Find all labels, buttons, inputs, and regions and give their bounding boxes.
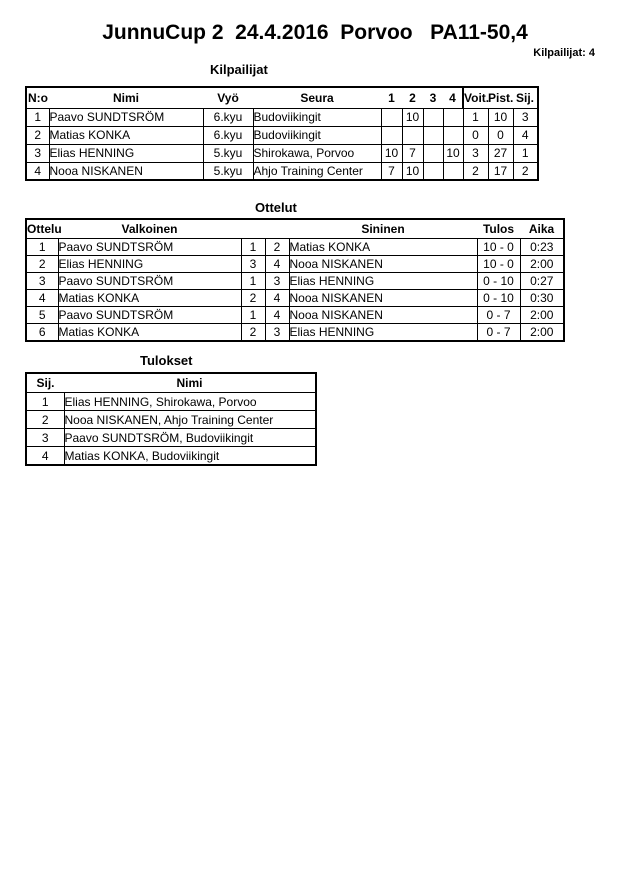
cell-vyo: 6.kyu <box>203 108 253 126</box>
cell-white-competitor-number: 2 <box>241 324 265 341</box>
tulokset-header-row <box>26 373 316 393</box>
cell-white-competitor-number: 3 <box>241 256 265 273</box>
table-row <box>26 307 564 324</box>
section-heading-tulokset: Tulokset <box>140 352 193 368</box>
cell-no: 2 <box>26 126 49 144</box>
col-header-round-1: 1 <box>381 87 402 108</box>
cell-nimi: Nooa NISKANEN <box>49 162 203 180</box>
table-row <box>26 290 564 307</box>
page-title: JunnuCup 2 24.4.2016 Porvoo PA11-50,4 <box>102 21 528 44</box>
cell-score-1: 10 <box>381 144 402 162</box>
cell-vyo: 5.kyu <box>203 162 253 180</box>
cell-sij: 1 <box>513 144 538 162</box>
cell-white-name: Matias KONKA <box>58 290 241 307</box>
cell-score-2: 7 <box>402 144 423 162</box>
table-row <box>26 108 538 126</box>
cell-blue-name: Nooa NISKANEN <box>289 256 477 273</box>
cell-competitor: Matias KONKA, Budoviikingit <box>64 447 316 465</box>
cell-pist: 10 <box>488 108 513 126</box>
cell-competitor: Nooa NISKANEN, Ahjo Training Center <box>64 411 316 429</box>
cell-seura: Budoviikingit <box>253 126 381 144</box>
cell-score-1: 7 <box>381 162 402 180</box>
col-header-sininen: Sininen <box>289 219 477 239</box>
cell-placement: 4 <box>26 447 64 465</box>
cell-time: 2:00 <box>520 307 564 324</box>
section-heading-ottelut: Ottelut <box>255 200 297 216</box>
cell-blue-competitor-number: 4 <box>265 256 289 273</box>
cell-placement: 2 <box>26 411 64 429</box>
cell-match-number: 3 <box>26 273 58 290</box>
col-header-aika: Aika <box>520 219 564 239</box>
cell-blue-competitor-number: 2 <box>265 239 289 256</box>
cell-match-number: 2 <box>26 256 58 273</box>
col-header-sij: Sij. <box>513 87 538 108</box>
cell-score-4: 10 <box>443 144 463 162</box>
cell-match-number: 4 <box>26 290 58 307</box>
col-header-valkoinen: Valkoinen <box>58 219 241 239</box>
cell-score-2: 10 <box>402 108 423 126</box>
cell-result: 10 - 0 <box>477 256 520 273</box>
cell-blue-name: Nooa NISKANEN <box>289 307 477 324</box>
cell-time: 0:27 <box>520 273 564 290</box>
cell-result: 10 - 0 <box>477 239 520 256</box>
cell-blue-name: Matias KONKA <box>289 239 477 256</box>
col-header-seura: Seura <box>253 87 381 108</box>
cell-score-4 <box>443 126 463 144</box>
cell-nimi: Paavo SUNDTSRÖM <box>49 108 203 126</box>
cell-match-number: 1 <box>26 239 58 256</box>
cell-white-competitor-number: 2 <box>241 290 265 307</box>
cell-pist: 17 <box>488 162 513 180</box>
cell-no: 4 <box>26 162 49 180</box>
cell-blue-competitor-number: 4 <box>265 290 289 307</box>
cell-sij: 2 <box>513 162 538 180</box>
cell-nimi: Elias HENNING <box>49 144 203 162</box>
cell-blue-competitor-number: 3 <box>265 324 289 341</box>
cell-seura: Shirokawa, Porvoo <box>253 144 381 162</box>
cell-score-3 <box>423 108 443 126</box>
table-row <box>26 256 564 273</box>
col-header-nimi: Nimi <box>64 373 316 393</box>
col-header-pist: Pist. <box>488 87 513 108</box>
cell-result: 0 - 10 <box>477 273 520 290</box>
cell-no: 1 <box>26 108 49 126</box>
kilpailijat-header-row <box>26 87 538 108</box>
cell-score-3 <box>423 144 443 162</box>
table-row <box>26 144 538 162</box>
cell-score-1 <box>381 126 402 144</box>
kilpailijat-table <box>25 86 539 181</box>
cell-white-name: Paavo SUNDTSRÖM <box>58 307 241 324</box>
cell-score-2: 10 <box>402 162 423 180</box>
cell-score-4 <box>443 162 463 180</box>
table-row <box>26 429 316 447</box>
section-heading-kilpailijat: Kilpailijat <box>210 62 268 78</box>
cell-score-4 <box>443 108 463 126</box>
cell-blue-competitor-number: 4 <box>265 307 289 324</box>
cell-score-3 <box>423 126 443 144</box>
cell-time: 0:30 <box>520 290 564 307</box>
cell-competitor: Paavo SUNDTSRÖM, Budoviikingit <box>64 429 316 447</box>
cell-score-1 <box>381 108 402 126</box>
cell-result: 0 - 10 <box>477 290 520 307</box>
cell-voit: 0 <box>463 126 488 144</box>
cell-placement: 3 <box>26 429 64 447</box>
cell-no: 3 <box>26 144 49 162</box>
tulokset-table <box>25 372 317 466</box>
cell-result: 0 - 7 <box>477 324 520 341</box>
cell-competitor: Elias HENNING, Shirokawa, Porvoo <box>64 393 316 411</box>
cell-nimi: Matias KONKA <box>49 126 203 144</box>
cell-score-2 <box>402 126 423 144</box>
cell-time: 2:00 <box>520 256 564 273</box>
cell-voit: 2 <box>463 162 488 180</box>
cell-match-number: 6 <box>26 324 58 341</box>
cell-voit: 1 <box>463 108 488 126</box>
table-row <box>26 162 538 180</box>
cell-time: 0:23 <box>520 239 564 256</box>
col-header-round-4: 4 <box>443 87 463 108</box>
table-row <box>26 273 564 290</box>
col-header-ottelu: Ottelu <box>26 219 58 239</box>
cell-white-name: Paavo SUNDTSRÖM <box>58 273 241 290</box>
cell-match-number: 5 <box>26 307 58 324</box>
cell-vyo: 5.kyu <box>203 144 253 162</box>
cell-pist: 27 <box>488 144 513 162</box>
cell-sij: 4 <box>513 126 538 144</box>
cell-time: 2:00 <box>520 324 564 341</box>
cell-white-competitor-number: 1 <box>241 307 265 324</box>
ottelut-header-row <box>26 219 564 239</box>
col-header-nimi: Nimi <box>49 87 203 108</box>
cell-blue-name: Elias HENNING <box>289 324 477 341</box>
cell-seura: Budoviikingit <box>253 108 381 126</box>
table-row <box>26 411 316 429</box>
table-row <box>26 324 564 341</box>
col-header-sij: Sij. <box>26 373 64 393</box>
col-header-round-3: 3 <box>423 87 443 108</box>
cell-white-competitor-number: 1 <box>241 239 265 256</box>
col-header-voit: Voit. <box>463 87 488 108</box>
cell-pist: 0 <box>488 126 513 144</box>
ottelut-table <box>25 218 565 342</box>
cell-blue-name: Nooa NISKANEN <box>289 290 477 307</box>
table-row <box>26 393 316 411</box>
col-header-vyo: Vyö <box>203 87 253 108</box>
table-row <box>26 447 316 465</box>
cell-score-3 <box>423 162 443 180</box>
cell-result: 0 - 7 <box>477 307 520 324</box>
table-row <box>26 239 564 256</box>
col-header-tulos: Tulos <box>477 219 520 239</box>
col-header-white-number <box>241 219 265 239</box>
cell-white-name: Matias KONKA <box>58 324 241 341</box>
cell-vyo: 6.kyu <box>203 126 253 144</box>
cell-white-name: Paavo SUNDTSRÖM <box>58 239 241 256</box>
cell-seura: Ahjo Training Center <box>253 162 381 180</box>
col-header-blue-number <box>265 219 289 239</box>
cell-voit: 3 <box>463 144 488 162</box>
cell-blue-name: Elias HENNING <box>289 273 477 290</box>
competitor-count: Kilpailijat: 4 <box>533 47 595 60</box>
cell-white-name: Elias HENNING <box>58 256 241 273</box>
cell-placement: 1 <box>26 393 64 411</box>
cell-sij: 3 <box>513 108 538 126</box>
col-header-round-2: 2 <box>402 87 423 108</box>
table-row <box>26 126 538 144</box>
cell-blue-competitor-number: 3 <box>265 273 289 290</box>
col-header-no: N:o <box>26 87 49 108</box>
cell-white-competitor-number: 1 <box>241 273 265 290</box>
